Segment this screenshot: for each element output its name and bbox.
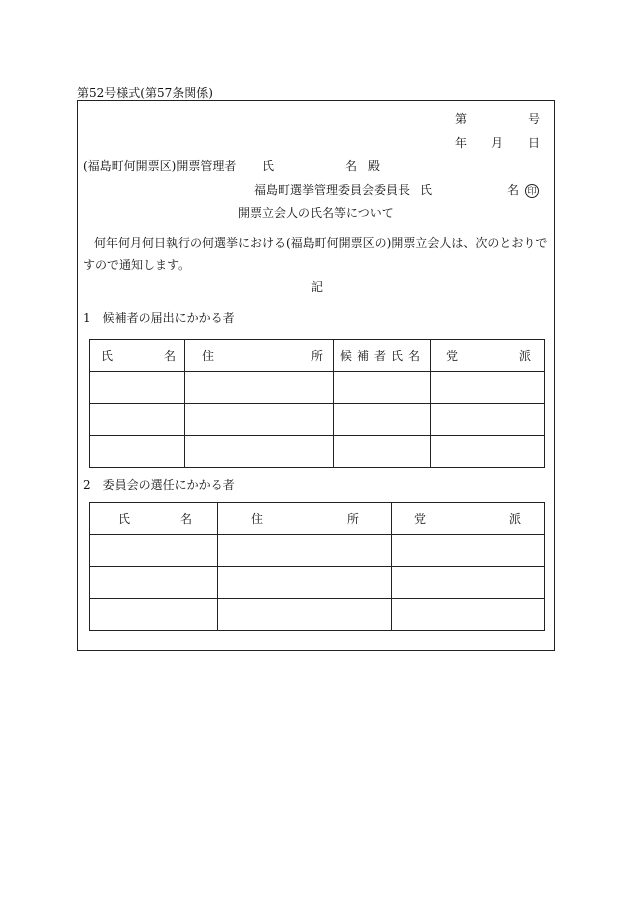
cell-candidate-name[interactable] [334,372,431,404]
cell-candidate-name[interactable] [334,404,431,436]
cell-address[interactable] [185,404,334,436]
cell-name[interactable] [90,404,185,436]
cell-name[interactable] [90,436,185,468]
col-candidate-name-header: 候補者氏名 [340,349,426,363]
section1-heading: 1 候補者の届出にかかる者 [83,311,235,325]
body-line-2: すので通知します。 [83,258,191,272]
addressee-shi: 氏 [262,159,275,173]
ki-label: 記 [311,280,324,294]
form-title: 第52号様式(第57条関係) [77,86,213,100]
cell-party[interactable] [431,372,545,404]
table-row [90,567,545,599]
table-row [90,372,545,404]
cell-address[interactable] [218,567,392,599]
cell-address[interactable] [218,535,392,567]
seal-mark: 印 [525,184,539,198]
candidate-witness-table [89,339,545,468]
date-day: 日 [528,136,541,150]
addressee-mei: 名 [345,159,358,173]
body-line-1: 何年何月何日執行の何選挙における(福島町何開票区の)開票立会人は、次のとおりで [94,236,548,250]
table-row [90,535,545,567]
doc-number-suffix: 号 [528,112,541,126]
cell-name[interactable] [90,567,218,599]
cell-party[interactable] [431,436,545,468]
doc-number-prefix: 第 [455,112,468,126]
addressee-role: (福島町何開票区)開票管理者 [83,159,237,173]
cell-party[interactable] [392,567,545,599]
sender-role: 福島町選挙管理委員会委員長 [254,183,411,197]
table-row [90,436,545,468]
col-address-header: 住 所 [251,512,360,526]
committee-witness-table [89,502,545,631]
sender-mei: 名 [507,183,520,197]
section2-heading: 2 委員会の選任にかかる者 [83,478,235,492]
cell-name[interactable] [90,372,185,404]
table-header-row [90,503,545,535]
table-row [90,599,545,631]
date-month: 月 [491,136,504,150]
cell-address[interactable] [218,599,392,631]
col-name-header: 氏 名 [101,349,177,363]
addressee-dono: 殿 [368,159,381,173]
date-year: 年 [455,136,468,150]
col-party-header: 党 派 [446,349,532,363]
cell-party[interactable] [431,404,545,436]
col-address-header: 住 所 [202,349,324,363]
cell-party[interactable] [392,599,545,631]
col-name-header: 氏 名 [118,512,193,526]
cell-address[interactable] [185,436,334,468]
table-row [90,404,545,436]
cell-name[interactable] [90,599,218,631]
cell-name[interactable] [90,535,218,567]
table-header-row [90,340,545,372]
cell-candidate-name[interactable] [334,436,431,468]
cell-address[interactable] [185,372,334,404]
subject: 開票立会人の氏名等について [238,206,394,220]
cell-party[interactable] [392,535,545,567]
col-party-header: 党 派 [414,512,522,526]
sender-shi: 氏 [420,183,433,197]
